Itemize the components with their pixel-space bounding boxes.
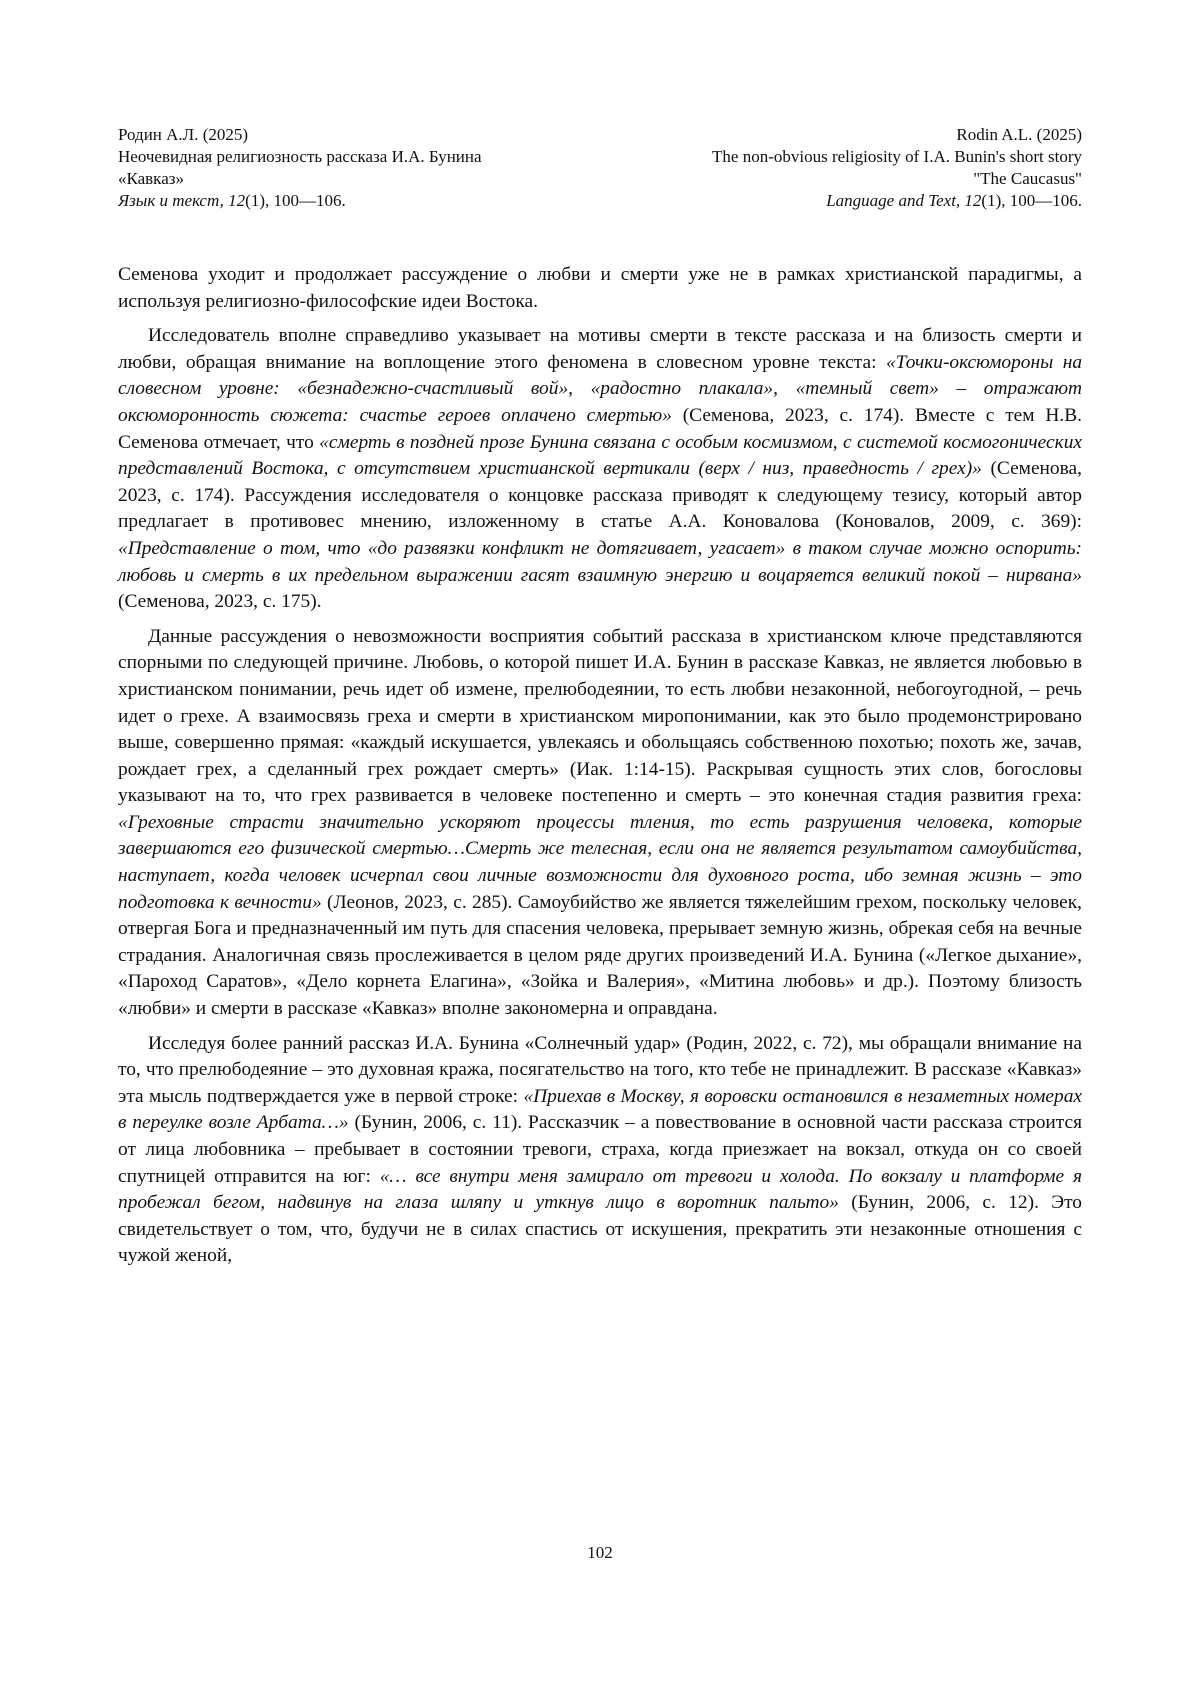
- quotation-text: «смерть в поздней прозе Бунина связана с особым космизмом, с системой космогонических представлений Востока, с отсутствием христианской вертикали (верх / низ, праведность / грех)»: [118, 431, 1082, 480]
- quotation-text: «Представление о том, что «до развязки конфликт не дотягивает, угасает» в таком случае можно оспорить: любовь и смерть в их предельном выражении гасят взаимную энергию и воцаряется великий покой – нирвана»: [118, 537, 1082, 586]
- paragraph-text: (Семенова, 2023, с. 174). Вместе с тем Н.В. Семенова отмечает, что: [118, 404, 1082, 453]
- body-text: [118, 262, 1082, 1278]
- quotation-text: «… все внутри меня замирало от тревоги и холода. По вокзалу и платформе я пробежал бегом, надвинув на глаза шляпу и уткнув лицо в воротник пальто»: [118, 1165, 1082, 1214]
- paragraph-text: Данные рассуждения о невозможности восприятия событий рассказа в христианском ключе представляются спорными по следующей причине. Любовь, о которой пишет И.А. Бунин в рассказе Кавказ, не является любовью в христианском понимании, речь идет об измене, прелюбодеянии, то есть любви незаконной, небогоугодной, – речь идет о грехе. А взаимосвязь греха и смерти в христианском миропонимании, как это было продемонстрировано выше, совершенно прямая: «каждый искушается, увлекаясь и обольщаясь собственною похотью; похоть же, зачав, рождает грех, а сделанный грех рождает смерть» (Иак. 1:14-15). Раскрывая сущность этих слов, богословы указывают на то, что грех развивается в человеке постепенно и смерть – это конечная стадия развития греха:: [118, 625, 1082, 807]
- header-journal-en: Language and Text,: [826, 191, 965, 210]
- paragraph-text: (Леонов, 2023, с. 285). Самоубийство же является тяжелейшим грехом, поскольку человек, отвергая Бога и предназначенный им путь для спасения человека, прерывает земную жизнь, обрекая себя на вечные страдания. Аналогичная связь прослеживается в целом ряде других произведений И.А. Бунина («Легкое дыхание», «Пароход Саратов», «Дело корнета Елагина», «Зойка и Валерия», «Митина любовь» и др.). Поэтому близость «любви» и смерти в рассказе «Кавказ» вполне закономерна и оправдана.: [118, 891, 1083, 1020]
- header-volume-ru: 12: [228, 191, 246, 210]
- running-header: [118, 124, 1082, 212]
- quotation-text: «Греховные страсти значительно ускоряют процессы тления, то есть разрушения человека, которые завершаются его физической смертью…Смерть же телесная, если она не является результатом самоубийства, наступает, когда человек исчерпал свои личные возможности для духовного роста, ибо земная жизнь – это подготовка к вечности»: [118, 811, 1082, 913]
- paragraph-text: Семенова уходит и продолжает рассуждение о любви и смерти уже не в рамках христианской парадигмы, а используя религиозно-философские идеи Востока.: [118, 264, 1082, 312]
- body-paragraph: [118, 624, 1082, 1023]
- body-paragraph: [118, 323, 1082, 616]
- header-citation-ru: [118, 190, 482, 212]
- header-title-ru-cont: «Кавказ»: [118, 169, 184, 188]
- body-paragraph: [118, 1031, 1082, 1270]
- quotation-text: «Точки-оксюмороны на словесном уровне: «безнадежно-счастливый вой», «радостно плакала», «темный свет» – отражают оксюморонность сюжета: счастье героев оплачено смертью»: [118, 351, 1083, 426]
- quotation-text: «Приехав в Москву, я воровски остановился в незаметных номерах в переулке возле Арбата…»: [118, 1085, 1082, 1134]
- body-paragraph: [118, 262, 1082, 315]
- header-volume-en: 12: [964, 191, 982, 210]
- header-right-english: [712, 124, 1082, 212]
- header-title-ru: Неочевидная религиозность рассказа И.А. Бунина: [118, 147, 482, 166]
- header-issue-ru: (1), 100—106.: [245, 191, 346, 210]
- header-citation-en: [712, 190, 1082, 212]
- paragraph-text: (Бунин, 2006, с. 11). Рассказчик – а повествование в основной части рассказа строится от лица любовника – пребывает в состоянии тревоги, страха, когда приезжает на вокзал, откуда он со своей спутницей отправится на юг:: [118, 1112, 1082, 1187]
- paragraph-text: Исследуя более ранний рассказ И.А. Бунина «Солнечный удар» (Родин, 2022, с. 72), мы обращали внимание на то, что прелюбодеяние – это духовная кража, посягательство на того, кто тебе не принадлежит. В рассказе «Кавказ» эта мысль подтверждается уже в первой строке:: [118, 1032, 1082, 1107]
- paragraph-text: (Бунин, 2006, с. 12). Это свидетельствует о том, что, будучи не в силах спастись от искушения, прекратить эти незаконные отношения с чужой женой,: [118, 1192, 1082, 1267]
- header-author-en: Rodin A.L. (2025): [956, 125, 1082, 144]
- header-issue-en: (1), 100—106.: [981, 191, 1082, 210]
- page-number: 102: [587, 1543, 613, 1562]
- header-title-en-cont: "The Caucasus": [973, 169, 1082, 188]
- paragraph-text: (Семенова, 2023, с. 174). Рассуждения исследователя о концовке рассказа приводят к следующему тезису, который автор предлагает в противовес мнению, изложенному в статье А.А. Коновалова (Коновалов, 2009, с. 369):: [118, 458, 1082, 533]
- header-journal-ru: Язык и текст,: [118, 191, 229, 210]
- paragraph-text: Исследователь вполне справедливо указывает на мотивы смерти в тексте рассказа и на близость смерти и любви, обращая внимание на воплощение этого феномена в словесном уровне текста:: [118, 325, 1082, 373]
- header-left-russian: [118, 124, 482, 212]
- paragraph-text: (Семенова, 2023, с. 175).: [118, 591, 322, 613]
- header-author-ru: Родин А.Л. (2025): [118, 125, 249, 144]
- header-title-en: The non-obvious religiosity of I.A. Bunin's short story: [712, 147, 1082, 166]
